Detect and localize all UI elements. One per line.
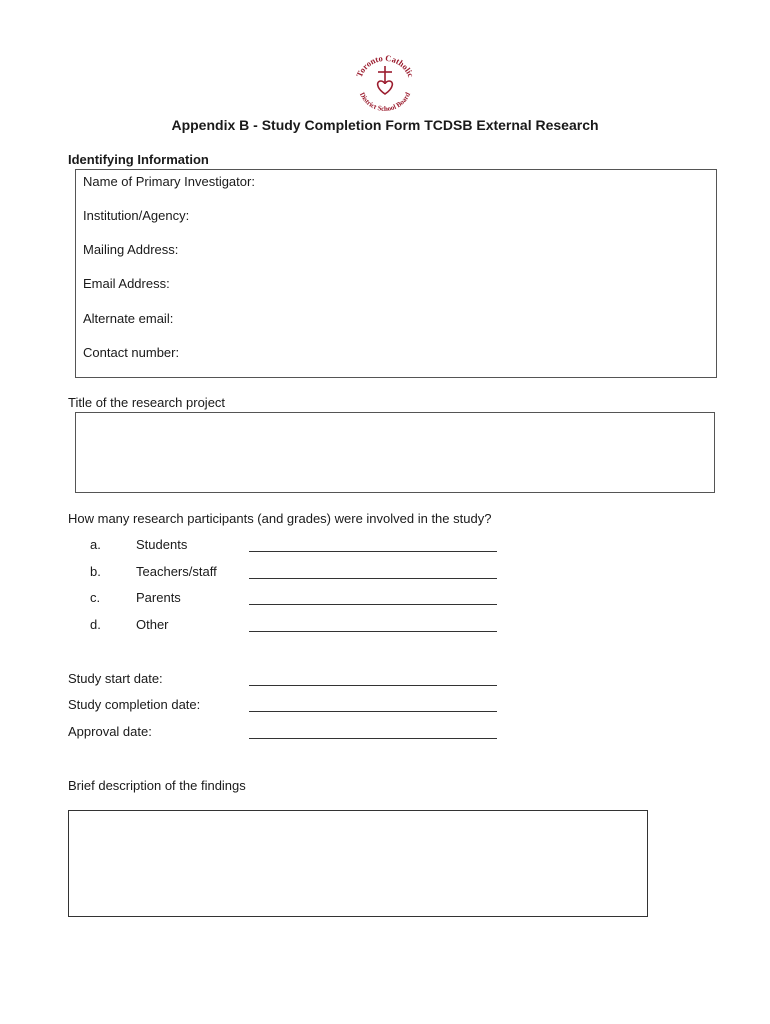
participant-label-other: Other <box>136 617 169 632</box>
approval-date-line[interactable] <box>249 738 497 739</box>
identifying-information-heading: Identifying Information <box>68 152 209 167</box>
tcdsb-logo <box>348 46 422 120</box>
participant-letter-c: c. <box>90 590 101 605</box>
participant-letter-d: d. <box>90 617 101 632</box>
field-contact-number[interactable]: Contact number: <box>83 345 180 360</box>
page-title: Appendix B - Study Completion Form TCDSB External Research <box>171 117 599 133</box>
cross-heart-icon <box>378 66 393 94</box>
participant-line-other[interactable] <box>249 631 497 632</box>
participant-label-parents: Parents <box>136 590 181 605</box>
study-completion-date-label: Study completion date: <box>68 697 201 712</box>
study-completion-date-line[interactable] <box>249 711 497 712</box>
field-email[interactable]: Email Address: <box>83 276 170 291</box>
project-title-label: Title of the research project <box>68 395 226 410</box>
project-title-input[interactable] <box>75 412 715 493</box>
findings-label: Brief description of the findings <box>68 778 246 793</box>
findings-input[interactable] <box>68 810 648 917</box>
participant-letter-a: a. <box>90 537 101 552</box>
participant-letter-b: b. <box>90 564 101 579</box>
approval-date-label: Approval date: <box>68 724 152 739</box>
study-start-date-label: Study start date: <box>68 671 163 686</box>
participant-line-teachers[interactable] <box>249 578 497 579</box>
logo-arc-top-text: Toronto Catholic <box>353 52 417 79</box>
logo-arc-bottom-text: District School Board <box>357 91 413 114</box>
participant-label-teachers: Teachers/staff <box>136 564 217 579</box>
participant-label-students: Students <box>136 537 188 552</box>
field-mailing-address[interactable]: Mailing Address: <box>83 242 179 257</box>
field-institution[interactable]: Institution/Agency: <box>83 208 190 223</box>
participant-line-students[interactable] <box>249 551 497 552</box>
study-start-date-line[interactable] <box>249 685 497 686</box>
field-alternate-email[interactable]: Alternate email: <box>83 311 174 326</box>
identifying-information-box <box>75 169 717 378</box>
field-primary-investigator[interactable]: Name of Primary Investigator: <box>83 174 255 189</box>
participant-line-parents[interactable] <box>249 604 497 605</box>
participants-question: How many research participants (and grades) were involved in the study? <box>68 511 492 526</box>
